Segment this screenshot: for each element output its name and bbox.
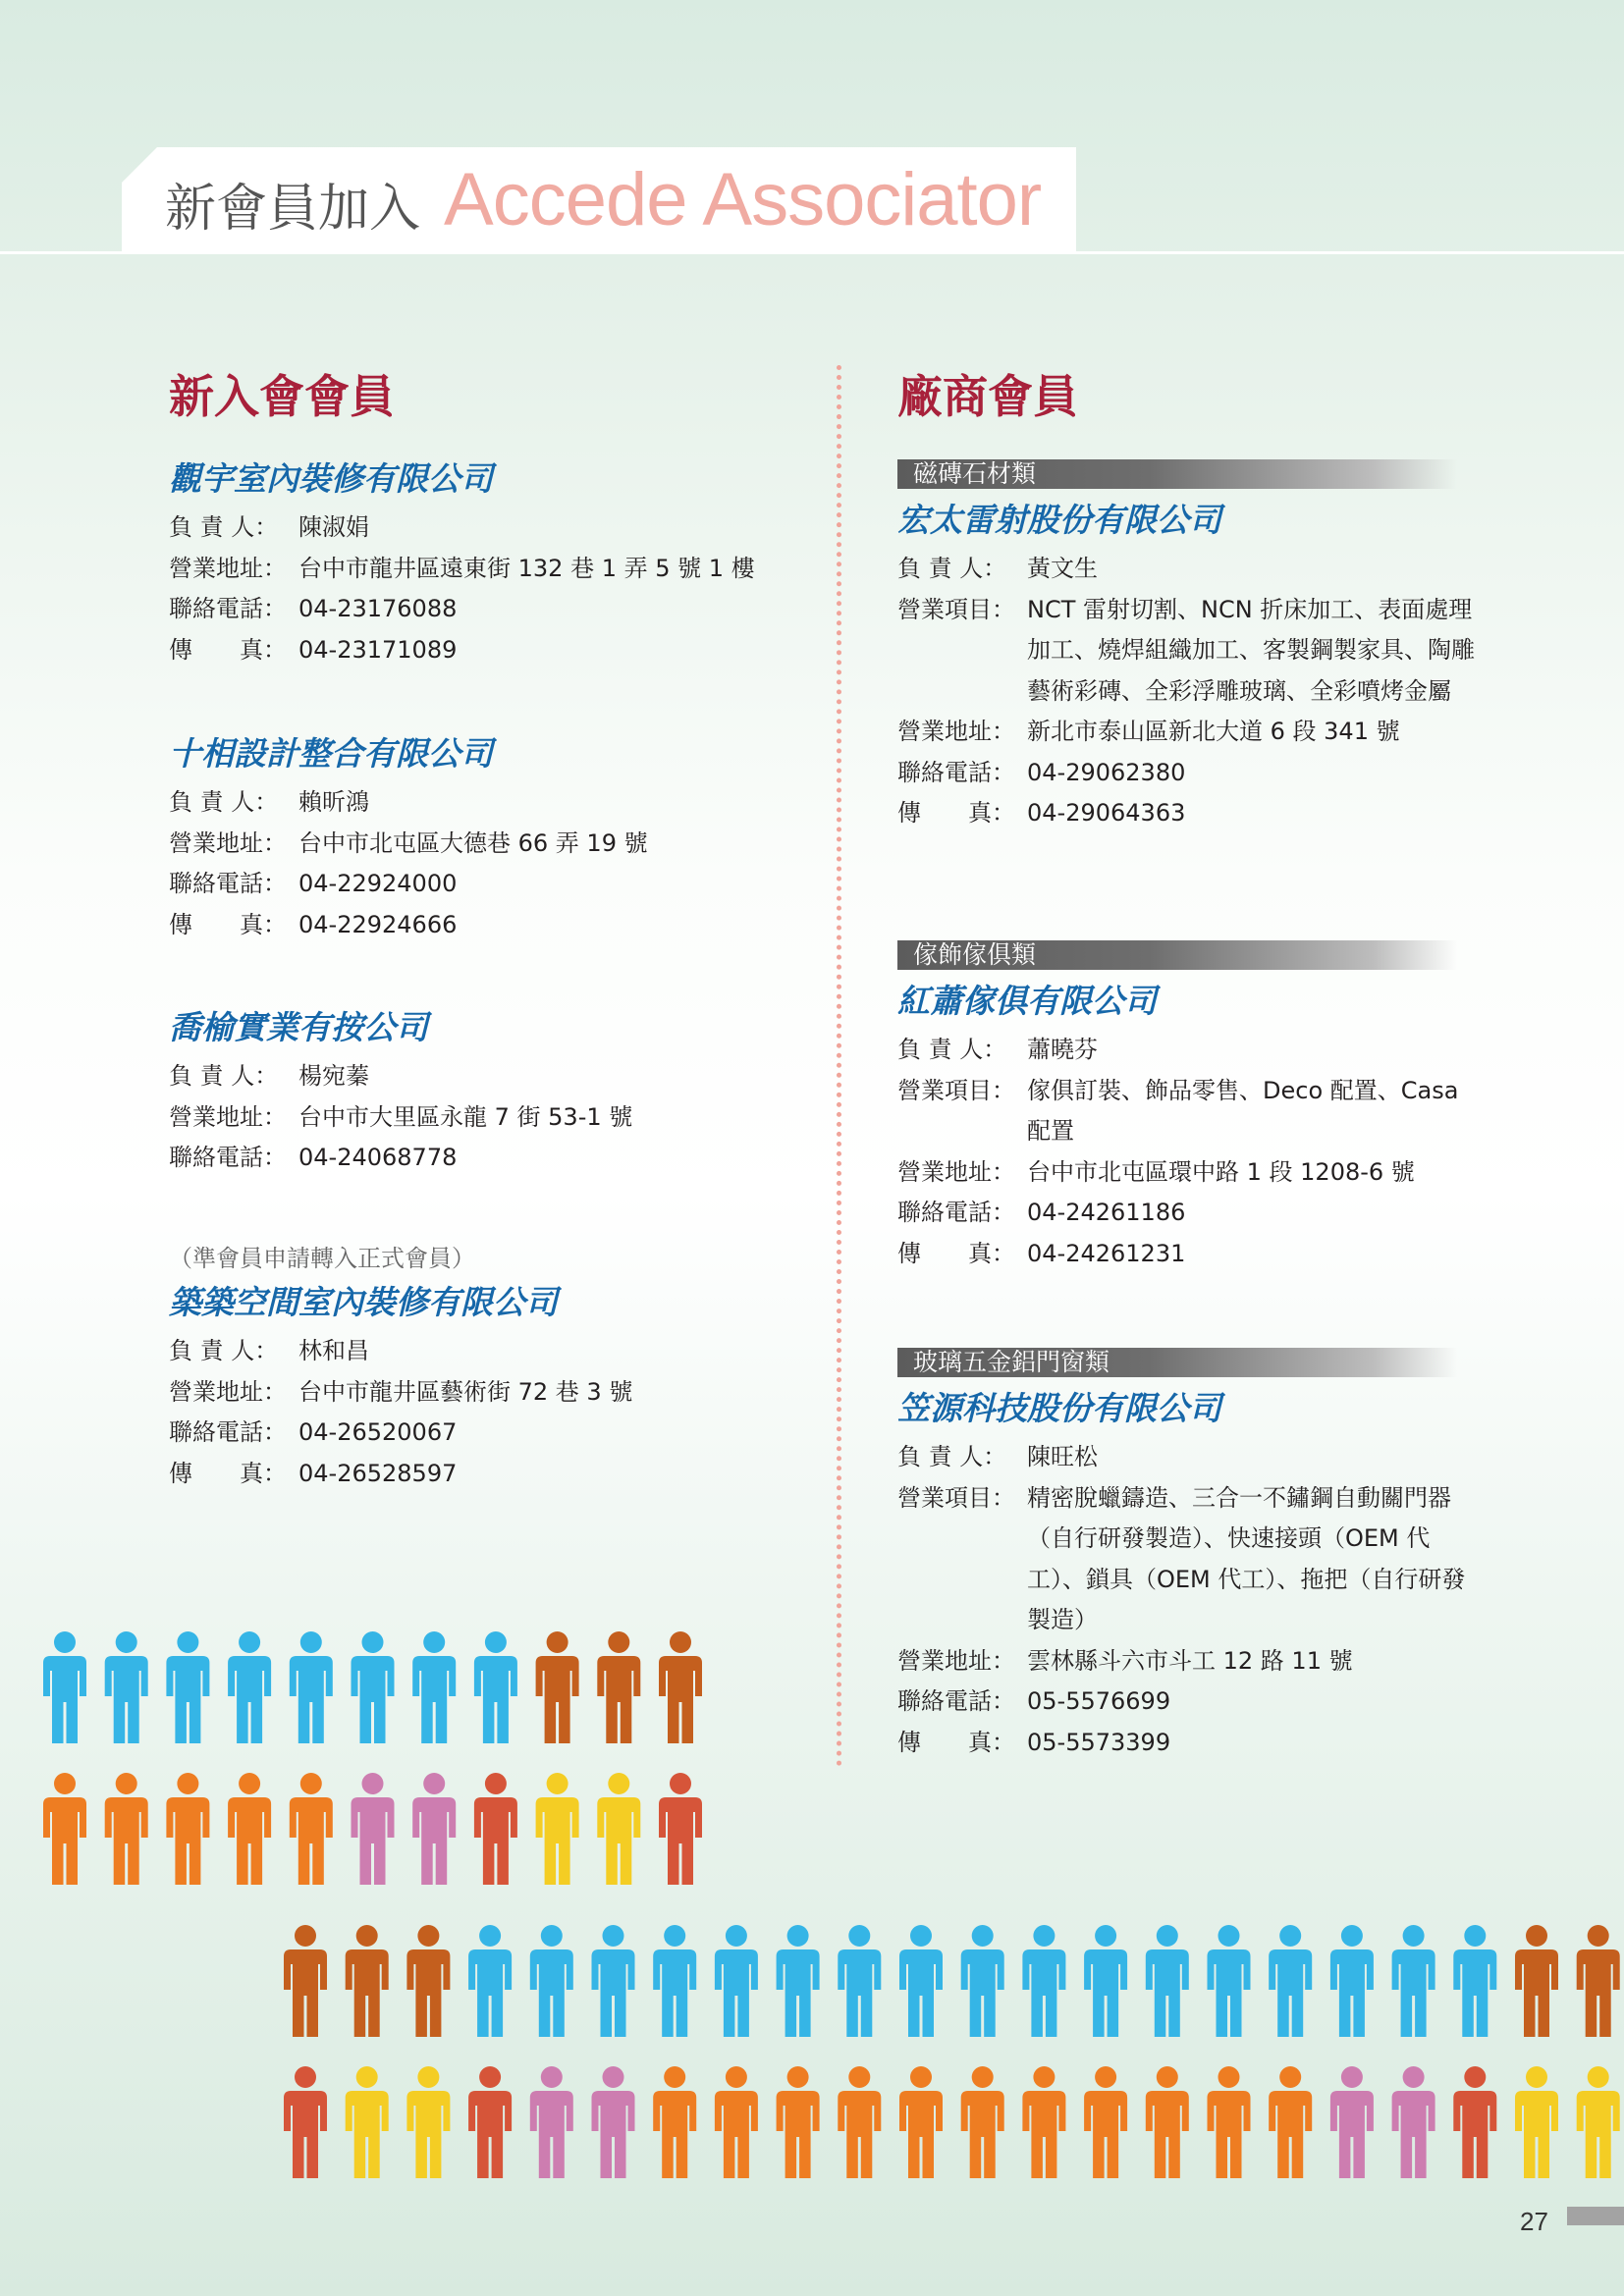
- person-figure-icon: [1022, 2066, 1065, 2178]
- field-label: 負 責 人：: [897, 1443, 1007, 1470]
- person-figure-icon: [1084, 1925, 1127, 2037]
- person-figure-icon: [43, 1773, 86, 1885]
- person-figure-icon: [166, 1631, 209, 1743]
- field-label: 傳 真：: [897, 1728, 1015, 1756]
- field-label: 傳 真：: [169, 1459, 287, 1487]
- person-figure-icon: [228, 1773, 271, 1885]
- field-label: 聯絡電話：: [169, 595, 287, 622]
- field-value: NCT 雷射切割、NCN 折床加工、表面處理加工、燒焊組織加工、客製鋼製家具、陶雕藝術彩磚、全彩浮雕玻璃、全彩噴烤金屬: [1027, 595, 1475, 705]
- person-figure-icon: [592, 1925, 635, 2037]
- person-figure-icon: [105, 1773, 148, 1885]
- person-figure-icon: [290, 1631, 333, 1743]
- member-entry: [169, 454, 755, 670]
- field-label: 營業地址：: [169, 554, 287, 582]
- person-figure-icon: [961, 1925, 1004, 2037]
- member-entry: [169, 1239, 632, 1494]
- field-label: 負 責 人：: [897, 1036, 1007, 1063]
- field-label: 聯絡電話：: [897, 758, 1015, 786]
- person-figure-icon: [715, 2066, 758, 2178]
- company-name: 築築空間室內裝修有限公司: [169, 1283, 558, 1321]
- vendor-entry: [897, 940, 1475, 1274]
- field-value: 精密脫蠟鑄造、三合一不鏽鋼自動關門器（自行研發製造）、快速接頭（OEM 代工）、鎖具（OEM 代工）、拖把（自行研發製造）: [1027, 1483, 1466, 1633]
- person-figure-icon: [1515, 2066, 1558, 2178]
- field-value: 台中市龍井區藝術街 72 巷 3 號: [298, 1377, 633, 1406]
- field-label: 傳 真：: [897, 1239, 1015, 1267]
- person-figure-icon: [1453, 2066, 1496, 2178]
- field-value: 台中市龍井區遠東街 132 巷 1 弄 5 號 1 樓: [298, 554, 755, 582]
- company-name: 喬榆實業有按公司: [169, 1008, 428, 1046]
- person-figure-icon: [1208, 1925, 1251, 2037]
- person-figure-icon: [1146, 2066, 1189, 2178]
- field-label: 營業地址：: [897, 1157, 1015, 1186]
- person-figure-icon: [838, 1925, 881, 2037]
- person-figure-icon: [1392, 1925, 1435, 2037]
- field-value: 04-24068778: [298, 1144, 458, 1171]
- person-figure-icon: [536, 1631, 579, 1743]
- right-column-heading: 廠商會員: [897, 370, 1078, 423]
- membership-note: （準會員申請轉入正式會員）: [169, 1245, 475, 1272]
- person-figure-icon: [1577, 1925, 1620, 2037]
- field-label: 聯絡電話：: [897, 1199, 1015, 1226]
- field-value: 蕭曉芬: [1027, 1036, 1098, 1063]
- field-value: 04-24261231: [1027, 1239, 1186, 1267]
- person-figure-icon: [474, 1631, 517, 1743]
- person-figure-icon: [961, 2066, 1004, 2178]
- field-label: 負 責 人：: [169, 1337, 279, 1364]
- company-name: 觀宇室內裝修有限公司: [169, 459, 493, 498]
- company-name: 紅蕭傢俱有限公司: [897, 982, 1157, 1020]
- person-figure-icon: [1577, 2066, 1620, 2178]
- person-figure-icon: [43, 1631, 86, 1743]
- person-figure-icon: [352, 1773, 395, 1885]
- field-value: 04-23171089: [298, 635, 458, 664]
- person-figure-icon: [290, 1773, 333, 1885]
- field-value: 04-22924666: [298, 910, 458, 938]
- page-number-bar: [1567, 2207, 1624, 2225]
- person-figure-icon: [468, 1925, 512, 2037]
- field-label: 負 責 人：: [169, 1062, 279, 1090]
- person-figure-icon: [597, 1631, 640, 1743]
- person-figure-icon: [1208, 2066, 1251, 2178]
- person-figure-icon: [1269, 1925, 1312, 2037]
- person-figure-icon: [105, 1631, 148, 1743]
- left-column-heading: 新入會會員: [169, 370, 395, 423]
- field-value: 04-29064363: [1027, 799, 1186, 827]
- field-label: 聯絡電話：: [169, 1418, 287, 1446]
- field-value: 05-5576699: [1027, 1687, 1171, 1715]
- vendor-entry: [897, 459, 1475, 834]
- person-figure-icon: [592, 2066, 635, 2178]
- person-figure-icon: [530, 2066, 573, 2178]
- field-value: 楊宛蓁: [298, 1062, 369, 1090]
- person-figure-icon: [597, 1773, 640, 1885]
- field-label: 聯絡電話：: [169, 1144, 287, 1171]
- field-label: 營業地址：: [169, 828, 287, 857]
- field-label: 傳 真：: [169, 635, 287, 664]
- person-figure-icon: [346, 2066, 389, 2178]
- person-figure-icon: [659, 1631, 702, 1743]
- field-value: 雲林縣斗六市斗工 12 路 11 號: [1027, 1646, 1353, 1675]
- person-figure-icon: [838, 2066, 881, 2178]
- person-figure-icon: [777, 2066, 820, 2178]
- member-entry: [169, 1002, 632, 1179]
- field-value: 04-23176088: [298, 595, 458, 622]
- field-value: 傢俱訂裝、飾品零售、Deco 配置、Casa 配置: [1027, 1076, 1459, 1145]
- company-name: 十相設計整合有限公司: [169, 734, 493, 773]
- person-figure-icon: [653, 1925, 696, 2037]
- page-number: 27: [1520, 2207, 1548, 2236]
- person-figure-icon: [653, 2066, 696, 2178]
- page-title-zh: 新會員加入: [165, 180, 421, 239]
- field-value: 04-26520067: [298, 1418, 458, 1446]
- field-label: 傳 真：: [169, 910, 287, 938]
- person-figure-icon: [352, 1631, 395, 1743]
- field-label: 傳 真：: [897, 799, 1015, 827]
- person-figure-icon: [659, 1773, 702, 1885]
- field-label: 營業項目：: [897, 595, 1015, 623]
- person-figure-icon: [1146, 1925, 1189, 2037]
- person-figure-icon: [530, 1925, 573, 2037]
- field-value: 陳旺松: [1027, 1443, 1098, 1470]
- person-figure-icon: [474, 1773, 517, 1885]
- person-figure-icon: [536, 1773, 579, 1885]
- field-value: 黃文生: [1027, 555, 1098, 582]
- field-value: 新北市泰山區新北大道 6 段 341 號: [1027, 718, 1400, 745]
- field-label: 營業地址：: [897, 718, 1015, 745]
- field-label: 營業地址：: [169, 1377, 287, 1406]
- person-figure-icon: [346, 1925, 389, 2037]
- field-value: 05-5573399: [1027, 1728, 1171, 1756]
- person-figure-icon: [406, 1925, 450, 2037]
- field-value: 04-22924000: [298, 870, 458, 897]
- field-label: 負 責 人：: [897, 555, 1007, 582]
- person-figure-icon: [1330, 1925, 1374, 2037]
- page-title-en: Accede Associator: [444, 158, 1042, 241]
- person-figure-icon: [1330, 2066, 1374, 2178]
- person-figure-icon: [412, 1631, 456, 1743]
- person-figure-icon: [228, 1631, 271, 1743]
- person-figure-icon: [1392, 2066, 1435, 2178]
- field-value: 04-29062380: [1027, 758, 1186, 786]
- company-name: 宏太雷射股份有限公司: [897, 501, 1221, 539]
- field-value: 陳淑娟: [298, 513, 369, 541]
- field-label: 聯絡電話：: [897, 1687, 1015, 1715]
- field-label: 營業地址：: [897, 1646, 1015, 1675]
- person-figure-icon: [1084, 2066, 1127, 2178]
- person-figure-icon: [715, 1925, 758, 2037]
- person-figure-icon: [468, 2066, 512, 2178]
- person-figure-icon: [899, 2066, 943, 2178]
- person-figure-icon: [166, 1773, 209, 1885]
- person-figure-icon: [1515, 1925, 1558, 2037]
- person-figure-icon: [777, 1925, 820, 2037]
- person-figure-icon: [1453, 1925, 1496, 2037]
- field-value: 台中市北屯區環中路 1 段 1208-6 號: [1027, 1157, 1415, 1186]
- vendor-entry: [897, 1348, 1475, 1763]
- field-label: 聯絡電話：: [169, 870, 287, 897]
- person-figure-icon: [406, 2066, 450, 2178]
- field-value: 林和昌: [298, 1337, 369, 1364]
- person-figure-icon: [284, 2066, 327, 2178]
- company-name: 笠源科技股份有限公司: [897, 1389, 1221, 1427]
- person-figure-icon: [899, 1925, 943, 2037]
- column-divider: [837, 365, 841, 1767]
- field-label: 負 責 人：: [169, 513, 279, 541]
- person-figure-icon: [1022, 1925, 1065, 2037]
- field-value: 台中市大里區永龍 7 街 53-1 號: [298, 1102, 633, 1131]
- field-label: 負 責 人：: [169, 788, 279, 816]
- field-label: 營業項目：: [897, 1483, 1015, 1512]
- category-bar: 磁磚石材類: [897, 459, 1457, 489]
- field-label: 營業地址：: [169, 1102, 287, 1131]
- field-value: 04-26528597: [298, 1459, 458, 1487]
- field-label: 營業項目：: [897, 1076, 1015, 1104]
- person-figure-icon: [284, 1925, 327, 2037]
- member-entry: [169, 728, 648, 945]
- category-bar: 玻璃五金鋁門窗類: [897, 1348, 1457, 1377]
- field-value: 賴昕鴻: [298, 788, 369, 816]
- person-figure-icon: [1269, 2066, 1312, 2178]
- field-value: 台中市北屯區大德巷 66 弄 19 號: [298, 828, 648, 857]
- person-figure-icon: [412, 1773, 456, 1885]
- category-bar: 傢飾傢俱類: [897, 940, 1457, 970]
- field-value: 04-24261186: [1027, 1199, 1186, 1226]
